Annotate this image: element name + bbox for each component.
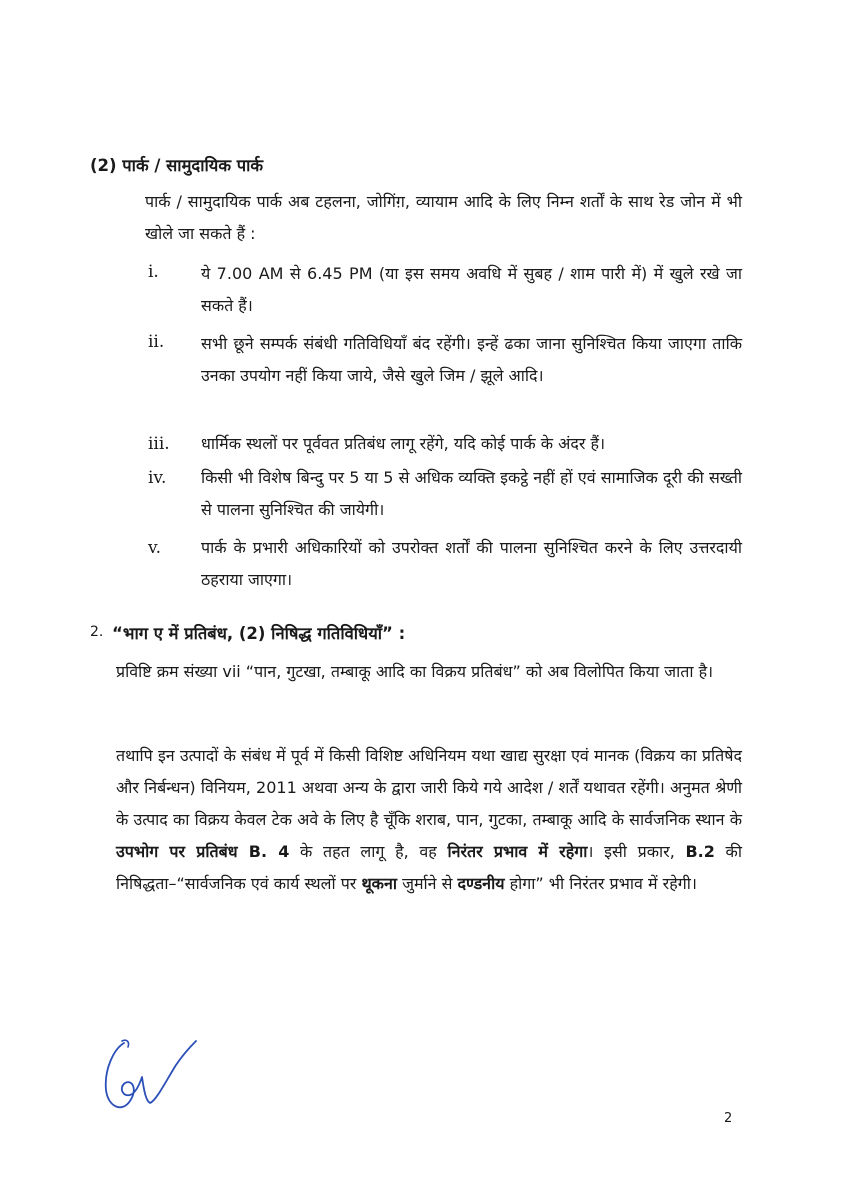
paragraph-2-text-5: जुर्माने से xyxy=(396,874,458,893)
section-park-heading: (2) पार्क / सामुदायिक पार्क xyxy=(90,156,264,175)
signature xyxy=(92,1035,202,1120)
bold-spitting: थूकना xyxy=(361,874,397,893)
section-2-heading: “भाग ए में प्रतिबंध, (2) निषिद्ध गतिविधियाँ” : xyxy=(112,624,406,643)
bold-continuous-effect: निरंतर प्रभाव में रहेगा xyxy=(447,842,588,861)
paragraph-2-text-4: की निषिद्धता–“सार्वजनिक एवं कार्य स्थलों पर xyxy=(116,842,742,893)
list-number-1: i. xyxy=(148,262,159,282)
section-2-paragraph-2 xyxy=(116,740,742,900)
section-2-number: 2. xyxy=(90,624,104,640)
page-number: 2 xyxy=(724,1111,733,1126)
list-number-2: ii. xyxy=(148,332,165,352)
section-park-intro: पार्क / सामुदायिक पार्क अब टहलना, जोगिंग़, व्यायाम आदि के लिए निम्न शर्तों के साथ रेड जोन में भी खोले जा सकते हैं : xyxy=(145,192,742,243)
list-item-3: धार्मिक स्थलों पर पूर्ववत प्रतिबंध लागू रहेंगे, यदि कोई पार्क के अंदर हैं। xyxy=(201,434,606,453)
paragraph-2-text-6: होगा” भी निरंतर प्रभाव में रहेगी। xyxy=(504,874,697,893)
list-item-2: सभी छूने सम्पर्क संबंधी गतिविधियाँ बंद रहेंगी। इन्हें ढका जाना सुनिश्चित किया जाएगा ताकि उनका उपयोग नहीं किया जाये, जैसे खुले जिम / झूले आदि। xyxy=(201,334,742,385)
paragraph-2-text-3: । इसी प्रकार, xyxy=(587,842,686,861)
bold-consumption-ban: उपभोग पर प्रतिबंध B. 4 xyxy=(116,842,290,861)
bold-b2: B.2 xyxy=(685,842,715,861)
list-number-3: iii. xyxy=(148,434,170,454)
section-2-paragraph-1: प्रविष्टि क्रम संख्या vii “पान, गुटखा, तम्बाकू आदि का विक्रय प्रतिबंध” को अब विलोपित किया जाता है। xyxy=(116,662,714,681)
paragraph-2-text-1: तथापि इन उत्पादों के संबंध में पूर्व में किसी विशिष्ट अधिनियम यथा खाद्य सुरक्षा एवं मानक (विक्रय का प्रतिषेद और निर्बन्धन) विनियम, 2011 अथवा अन्य के द्वारा जारी किये गये आदेश / शर्तें यथावत रहेंगी। अनुमत श्रेणी के उत्पाद का विक्रय केवल टेक अवे के लिए है चूँकि शराब, पान, गुटका, तम्बाकू आदि के सार्वजनिक स्थान के xyxy=(116,746,742,829)
list-number-4: iv. xyxy=(148,468,167,488)
list-item-1: ये 7.00 AM से 6.45 PM (या इस समय अवधि में सुबह / शाम पारी में) में खुले रखे जा सकते हैं। xyxy=(201,264,742,315)
bold-punishable: दण्डनीय xyxy=(457,874,505,893)
list-number-5: v. xyxy=(148,538,161,558)
list-item-4: किसी भी विशेष बिन्दु पर 5 या 5 से अधिक व्यक्ति इकट्ठे नहीं हों एवं सामाजिक दूरी की सख्ती से पालना सुनिश्चित की जायेगी। xyxy=(201,468,742,519)
paragraph-2-text-2: के तहत लागू है, वह xyxy=(289,842,448,861)
list-item-5: पार्क के प्रभारी अधिकारियों को उपरोक्त शर्तों की पालना सुनिश्चित करने के लिए उत्तरदायी ठहराया जाएगा। xyxy=(201,538,742,589)
